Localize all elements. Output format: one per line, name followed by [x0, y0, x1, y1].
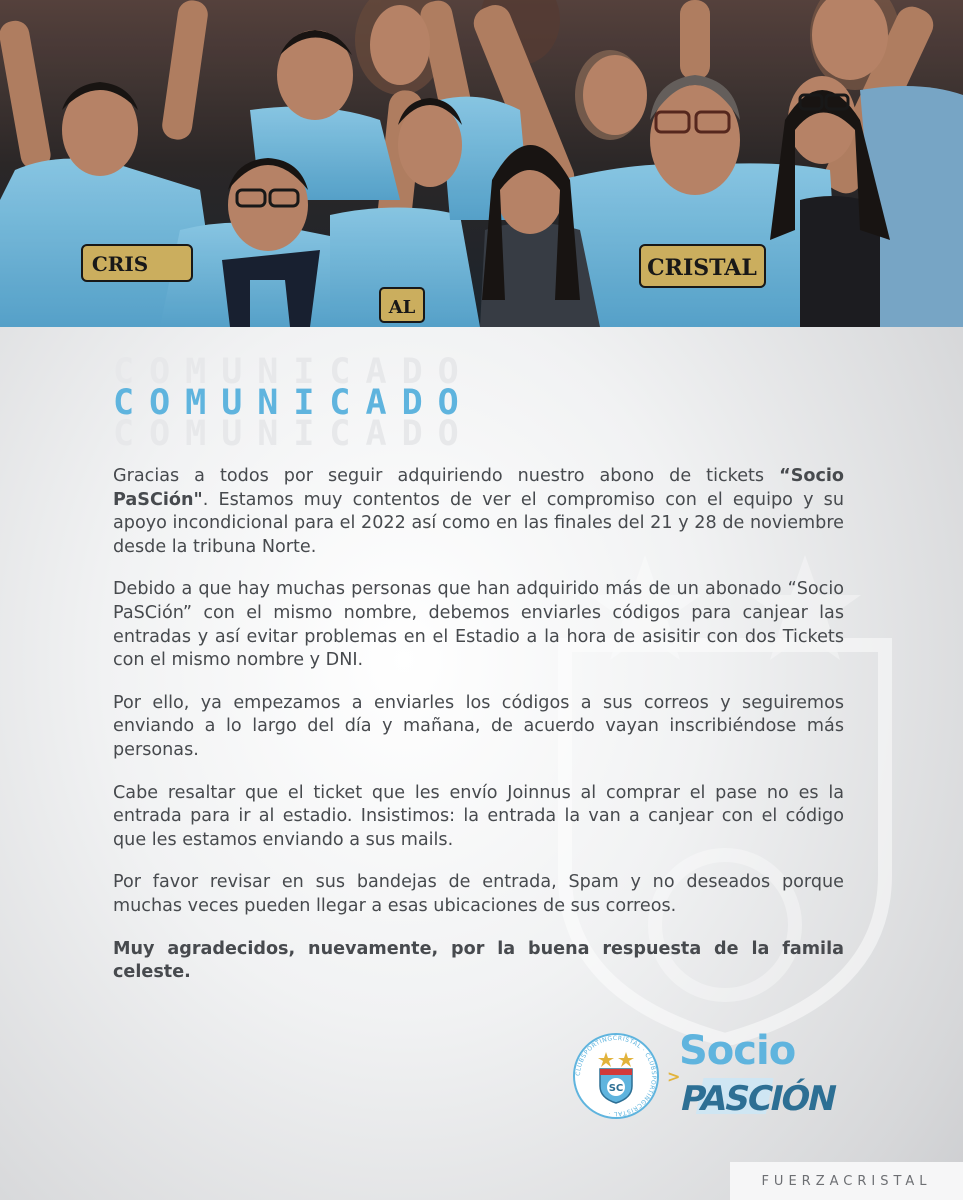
heading-ghost-bottom: COMUNICADO [113, 414, 474, 454]
jersey-sponsor-text-3: AL [388, 297, 416, 318]
club-crest-logo [572, 1032, 660, 1120]
jersey-sponsor-text: CRISTAL [647, 255, 757, 281]
footer-hashtag-bar [730, 1162, 963, 1200]
paragraph-4: Cabe resaltar que el ticket que les envío Joinnus al comprar el pase no es la entrada para ir al estadio. Insistimos: la entrada la van a canjear con el código que les estamos enviando a sus mails. [113, 782, 844, 850]
paragraph-2: Debido a que hay muchas personas que han adquirido más de un abonado “Socio PaSCión” con el mismo nombre, debemos enviarles códigos para canjear las entradas y así evitar problemas en el Estadio a la hora de asisitir con dos Tickets con el mismo nombre y DNI. [113, 579, 844, 671]
jersey-sponsor-text-2: CRIS [91, 252, 149, 276]
club-ring-text: CLUBSPORTINGCRISTAL · CLUBSPORTINGCRISTAL · [574, 1034, 658, 1118]
paragraph-1-start: Gracias a todos por seguir adquiriendo nuestro abono de tickets [113, 466, 780, 486]
heading-block [113, 352, 633, 452]
page-title: COMUNICADO [113, 383, 474, 423]
communique-body [113, 465, 844, 1004]
socio-word: Socio [679, 1028, 796, 1074]
paragraph-3: Por ello, ya empezamos a enviarles los códigos a sus correos y seguiremos enviando a lo largo del día y mañana, de acuerdo vayan inscribiéndose más personas. [113, 692, 844, 760]
socio-pascion-highlight: “Socio PaSCión" [113, 466, 844, 510]
paragraph-5: Por favor revisar en sus bandejas de entrada, Spam y no deseados porque muchas veces pueden llegar a esas ubicaciones de sus correos. [113, 872, 844, 916]
fans-photo [0, 0, 963, 327]
pascion-word: PASCIÓN [676, 1079, 839, 1119]
socio-arrow: > [667, 1067, 681, 1086]
club-monogram: SC [608, 1083, 624, 1094]
paragraph-1-end: . Estamos muy contentos de ver el compromiso con el equipo y su apoyo incondicional para el 2022 así como en las finales del 21 y 28 de noviembre desde la tribuna Norte. [113, 489, 844, 557]
heading-ghost-top: COMUNICADO [113, 352, 474, 392]
paragraph-1 [113, 465, 844, 559]
closing-paragraph: Muy agradecidos, nuevamente, por la buena respuesta de la famila celeste. [113, 938, 844, 983]
socio-pascion-logo [667, 1024, 857, 1124]
fans-illustration [0, 0, 963, 327]
footer-hashtag: FUERZACRISTAL [761, 1173, 932, 1189]
